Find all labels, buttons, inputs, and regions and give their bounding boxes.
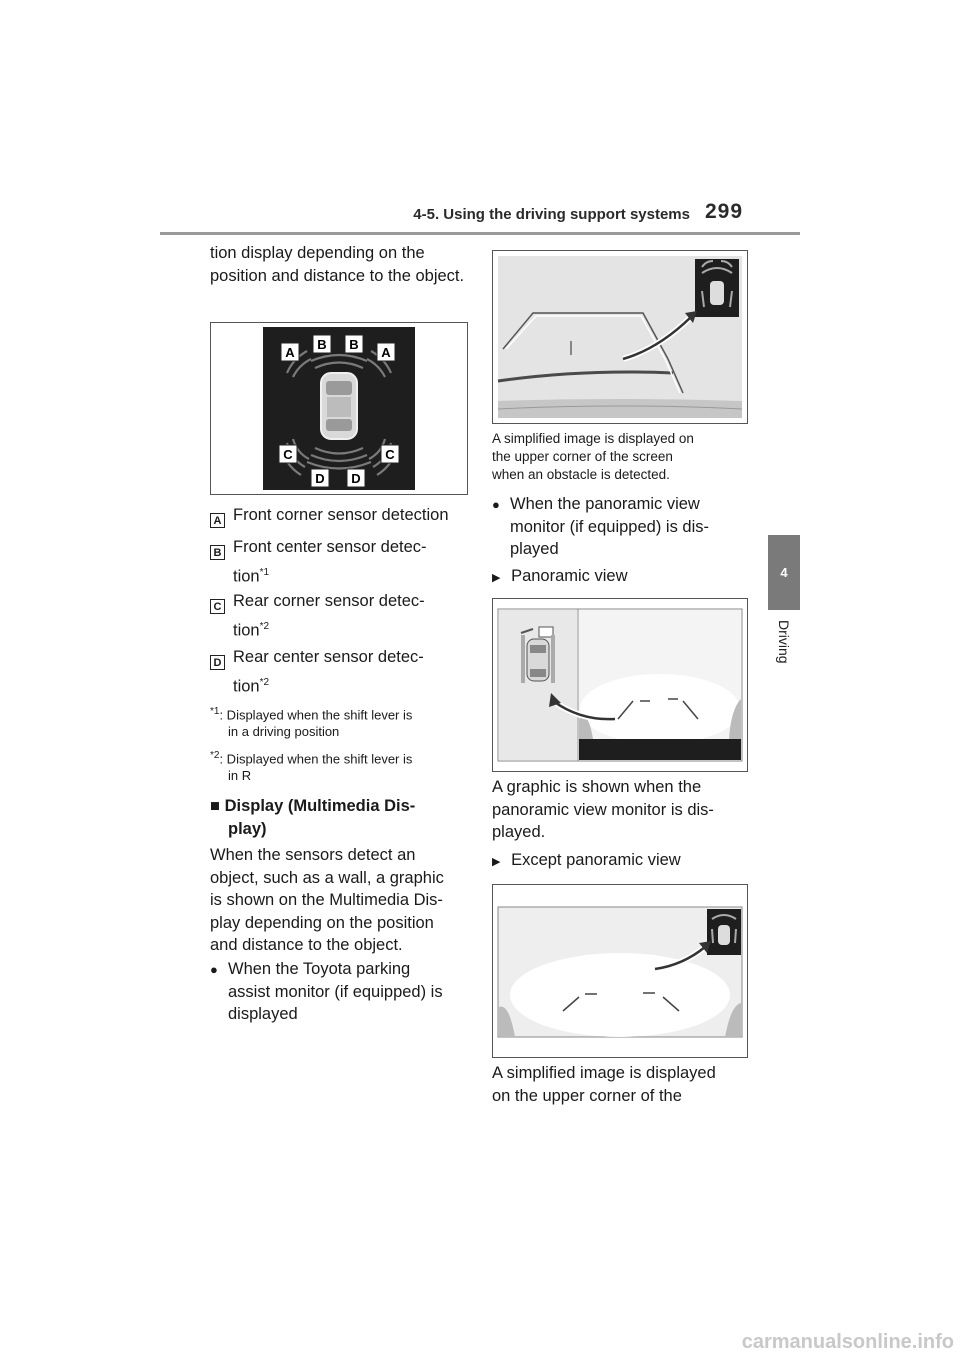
label-b-left: B [317,337,327,352]
legend-item-d [210,648,470,696]
intro-text: tion display depending on the position and distance to the object. [210,244,465,285]
bullet-panoramic-monitor [492,493,752,561]
section-title: 4-5. Using the driving support systems [413,206,690,223]
legend-item-b [210,538,470,586]
bullet-line: When the Toyota parking [228,960,411,978]
sub-heading-label: Except panoramic view [511,851,681,869]
footnote-mark: *1 [210,706,220,717]
caption-line: played. [492,823,546,841]
bullet-icon [492,493,500,517]
footnote-1 [210,703,470,740]
caption-line: A graphic is shown when the [492,778,702,796]
paragraph-line: object, such as a wall, a graphic [210,868,444,887]
display-paragraph [210,844,470,957]
chapter-label: Driving [776,620,792,664]
legend-badge: C [210,599,225,614]
camera-figure-1 [492,250,748,424]
label-c-left: C [283,447,293,462]
sub-heading-panoramic [492,565,752,590]
footnote-mark: *2 [210,750,220,761]
paragraph-line: and distance to the object. [210,936,403,954]
legend-text-cont: tion [233,621,260,640]
triangle-right-icon: ▶ [492,572,501,584]
footnote-ref: *2 [259,621,270,632]
heading-marker: ■ [210,797,220,815]
bullet-line: assist monitor (if equipped) is [228,982,443,1001]
caption-2 [492,776,752,844]
header-rule [160,232,800,235]
camera-figure-3 [492,884,748,1058]
caption-line: the upper corner of the screen [492,449,673,464]
page-number: 299 [705,200,744,223]
legend-text: Rear center sensor detec- [233,648,424,666]
legend-item-a [210,508,470,530]
caption-line: A simplified image is displayed [492,1064,716,1082]
watermark: carmanualsonline.info [741,1331,954,1353]
camera-figure-2 [492,598,748,772]
paragraph-line: is shown on the Multimedia Dis- [210,891,443,909]
bullet-line: played [510,540,559,558]
label-b-right: B [349,337,359,352]
label-d-right: D [351,471,361,486]
footnote-ref: *2 [259,677,270,688]
triangle-right-icon: ▶ [492,856,501,868]
sensor-diagram [211,323,467,494]
section-heading [210,795,470,840]
caption-line: when an obstacle is detected. [492,467,670,482]
bullet-parking-assist [210,958,470,1026]
bullet-line: monitor (if equipped) is dis- [510,517,709,536]
paragraph-line: When the sensors detect an [210,846,416,864]
sub-heading-except-panoramic [492,849,752,874]
footnote-2 [210,747,470,784]
paragraph-line: play depending on the position [210,913,434,932]
rear-camera-screen-diagram [493,885,747,1057]
bullet-line: When the panoramic view [510,495,700,513]
bullet-line: displayed [228,1005,298,1023]
legend-text: Front center sensor detec- [233,538,427,556]
caption-1 [492,430,752,484]
legend-text: Rear corner sensor detec- [233,592,425,610]
footnote-text-cont: in a driving position [228,724,340,740]
legend-badge: B [210,545,225,560]
legend-item-c [210,592,470,640]
footnote-ref: *1 [259,567,270,578]
footnote-text: : Displayed when the shift lever is [219,751,413,767]
caption-line: on the upper corner of the [492,1086,682,1105]
legend-text: Front corner sensor detection [233,506,449,524]
caption-line: A simplified image is displayed on [492,431,694,446]
footnote-text-cont: in R [228,768,252,784]
label-c-right: C [385,447,395,462]
sub-heading-label: Panoramic view [511,567,628,585]
label-a-left: A [285,345,295,360]
legend-text-cont: tion [233,567,260,586]
panoramic-screen-diagram [493,599,747,771]
camera-screen-diagram [493,251,747,423]
sensor-figure [210,322,468,495]
heading-line: play) [228,819,267,838]
chapter-tab: 4 [768,535,800,610]
legend-badge: D [210,655,225,670]
footnote-text: : Displayed when the shift lever is [219,707,413,723]
bullet-icon [210,958,218,982]
legend-text-cont: tion [233,677,260,696]
label-d-left: D [315,471,325,486]
label-a-right: A [381,345,391,360]
heading-line: Display (Multimedia Dis- [224,797,416,815]
legend-badge: A [210,513,225,528]
caption-line: panoramic view monitor is dis- [492,800,714,819]
caption-3 [492,1062,752,1107]
